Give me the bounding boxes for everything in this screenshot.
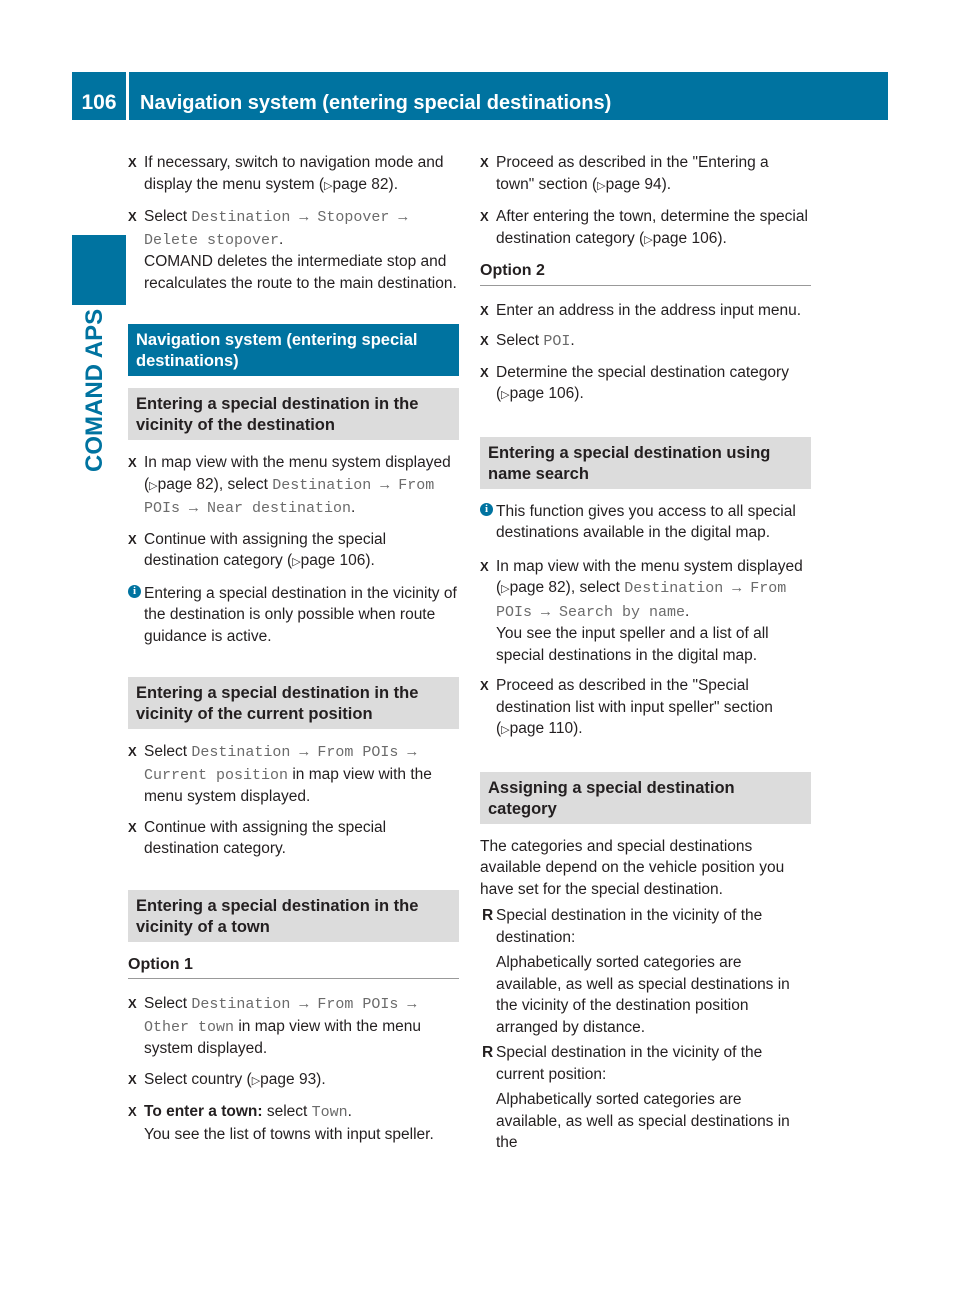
step-marker-icon: X (128, 996, 137, 1011)
step: X After entering the town, determine the special destination category (▷page 106). (480, 208, 808, 247)
step-marker-icon: X (480, 302, 489, 318)
body-paragraph: The categories and special destinations available depend on the vehicle position you have set for the special destination. (480, 837, 785, 898)
step-marker-icon: X (480, 209, 489, 224)
info-note: i This function gives you access to all special destinations available in the digital map. (480, 501, 811, 544)
page-ref-icon: ▷ (644, 233, 653, 246)
menu-path: Destination → From POIs → Near destination (144, 476, 435, 517)
page-ref-icon: ▷ (501, 724, 510, 736)
step-result: COMAND deletes the intermediate stop and recalculates the route to the main destination. (144, 253, 457, 292)
step: X In map view with the menu system displayed (▷page 82), select Destination → From POIs → Search by name. You see the input speller and a list of all special destinations in the digital map. (480, 557, 803, 664)
sidebar-label: COMAND APS (81, 308, 108, 472)
step: X Select Destination → From POIs → Other town in map view with the menu system displayed. (128, 995, 421, 1057)
page-ref-icon: ▷ (597, 179, 606, 192)
page-number: 106 (81, 91, 117, 114)
step: X Proceed as described in the "Entering a town" section (▷page 94). (480, 154, 769, 193)
info-icon: i (128, 585, 141, 598)
main-section-heading: Navigation system (entering special destinations) (128, 324, 459, 376)
info-icon: i (480, 503, 493, 516)
step: X Select country (▷page 93). (128, 1069, 459, 1093)
step-marker-icon: X (128, 744, 137, 759)
bullet-icon: R (482, 1044, 494, 1061)
bullet-icon: R (482, 907, 494, 924)
sidebar-tab (72, 235, 126, 305)
info-note: i Entering a special destination in the vicinity of the destination is only possible when route guidance is active. (128, 583, 459, 648)
header-divider (126, 72, 129, 120)
step-marker-icon: X (480, 155, 489, 170)
menu-path: POI (543, 333, 571, 350)
menu-path: Town (311, 1104, 348, 1121)
step: X Select Destination → Stopover → Delete stopover. COMAND deletes the intermediate stop and recalculates the route to the main destination. (128, 208, 457, 292)
step-marker-icon: X (128, 1071, 137, 1087)
page-ref-icon: ▷ (292, 556, 301, 568)
left-column (128, 152, 459, 1154)
step: X In map view with the menu system displayed (▷page 82), select Destination → From POIs → Near destination. (128, 454, 451, 517)
bullet-item: R Special destination in the vicinity of the current position: Alphabetically sorted categories are available, as well as special destinations in the (482, 1044, 790, 1151)
step-marker-icon: X (128, 531, 137, 547)
step-marker-icon: X (480, 333, 489, 348)
section-heading: Entering a special destination in the vicinity of the destination (128, 388, 459, 440)
step-marker-icon: X (128, 155, 137, 170)
page-ref-icon: ▷ (501, 389, 510, 401)
step-marker-icon: X (128, 455, 137, 470)
step-marker-icon: X (480, 678, 489, 693)
page-ref-icon: ▷ (324, 179, 333, 192)
menu-path: Destination → From POIs → Search by name (496, 580, 787, 621)
section-heading: Entering a special destination in the vicinity of the current position (128, 677, 459, 729)
step: X If necessary, switch to navigation mode and display the menu system (▷page 82). (128, 154, 444, 193)
step: X Proceed as described in the "Special destination list with input speller" section (▷page 110). (480, 677, 773, 737)
step: X To enter a town: select Town. You see the list of towns with input speller. (128, 1103, 434, 1143)
menu-path: Destination → From POIs → Other town (144, 996, 417, 1036)
menu-path: Destination → From POIs → Current position (144, 744, 417, 784)
step: X Select POI. (480, 332, 575, 350)
step: X Continue with assigning the special destination category (▷page 106). (128, 530, 387, 569)
page-ref-icon: ▷ (251, 1074, 261, 1087)
step: X Select Destination → From POIs → Current position in map view with the menu system displayed. (128, 743, 432, 805)
menu-path: Destination → Stopover → Delete stopover (144, 209, 408, 249)
step-marker-icon: X (480, 364, 489, 380)
bullet-item: R Special destination in the vicinity of the destination: Alphabetically sorted categories are available, as well as special destinations in the vicinity of the destination position arranged by distance. (482, 907, 790, 1036)
step-result: You see the input speller and a list of all special destinations in the digital map. (496, 625, 769, 664)
section-heading: Entering a special destination in the vicinity of a town (128, 890, 459, 942)
step-marker-icon: X (128, 1104, 137, 1119)
option-heading: Option 1 (128, 954, 459, 980)
page-title: Navigation system (entering special destinations) (140, 92, 612, 114)
step-marker-icon: X (480, 558, 489, 574)
page-ref-icon: ▷ (501, 583, 510, 595)
section-heading: Assigning a special destination category (480, 772, 811, 824)
step: X Determine the special destination category (▷page 106). (480, 363, 789, 402)
option-heading: Option 2 (480, 260, 811, 286)
right-column (480, 152, 811, 1158)
page-ref-icon: ▷ (149, 479, 158, 492)
step: X Enter an address in the address input menu. (480, 300, 811, 322)
step: X Continue with assigning the special destination category. (128, 818, 387, 857)
section-heading: Entering a special destination using name search (480, 437, 811, 489)
step-marker-icon: X (128, 209, 137, 224)
step-result: You see the list of towns with input speller. (144, 1125, 434, 1143)
step-marker-icon: X (128, 819, 137, 835)
